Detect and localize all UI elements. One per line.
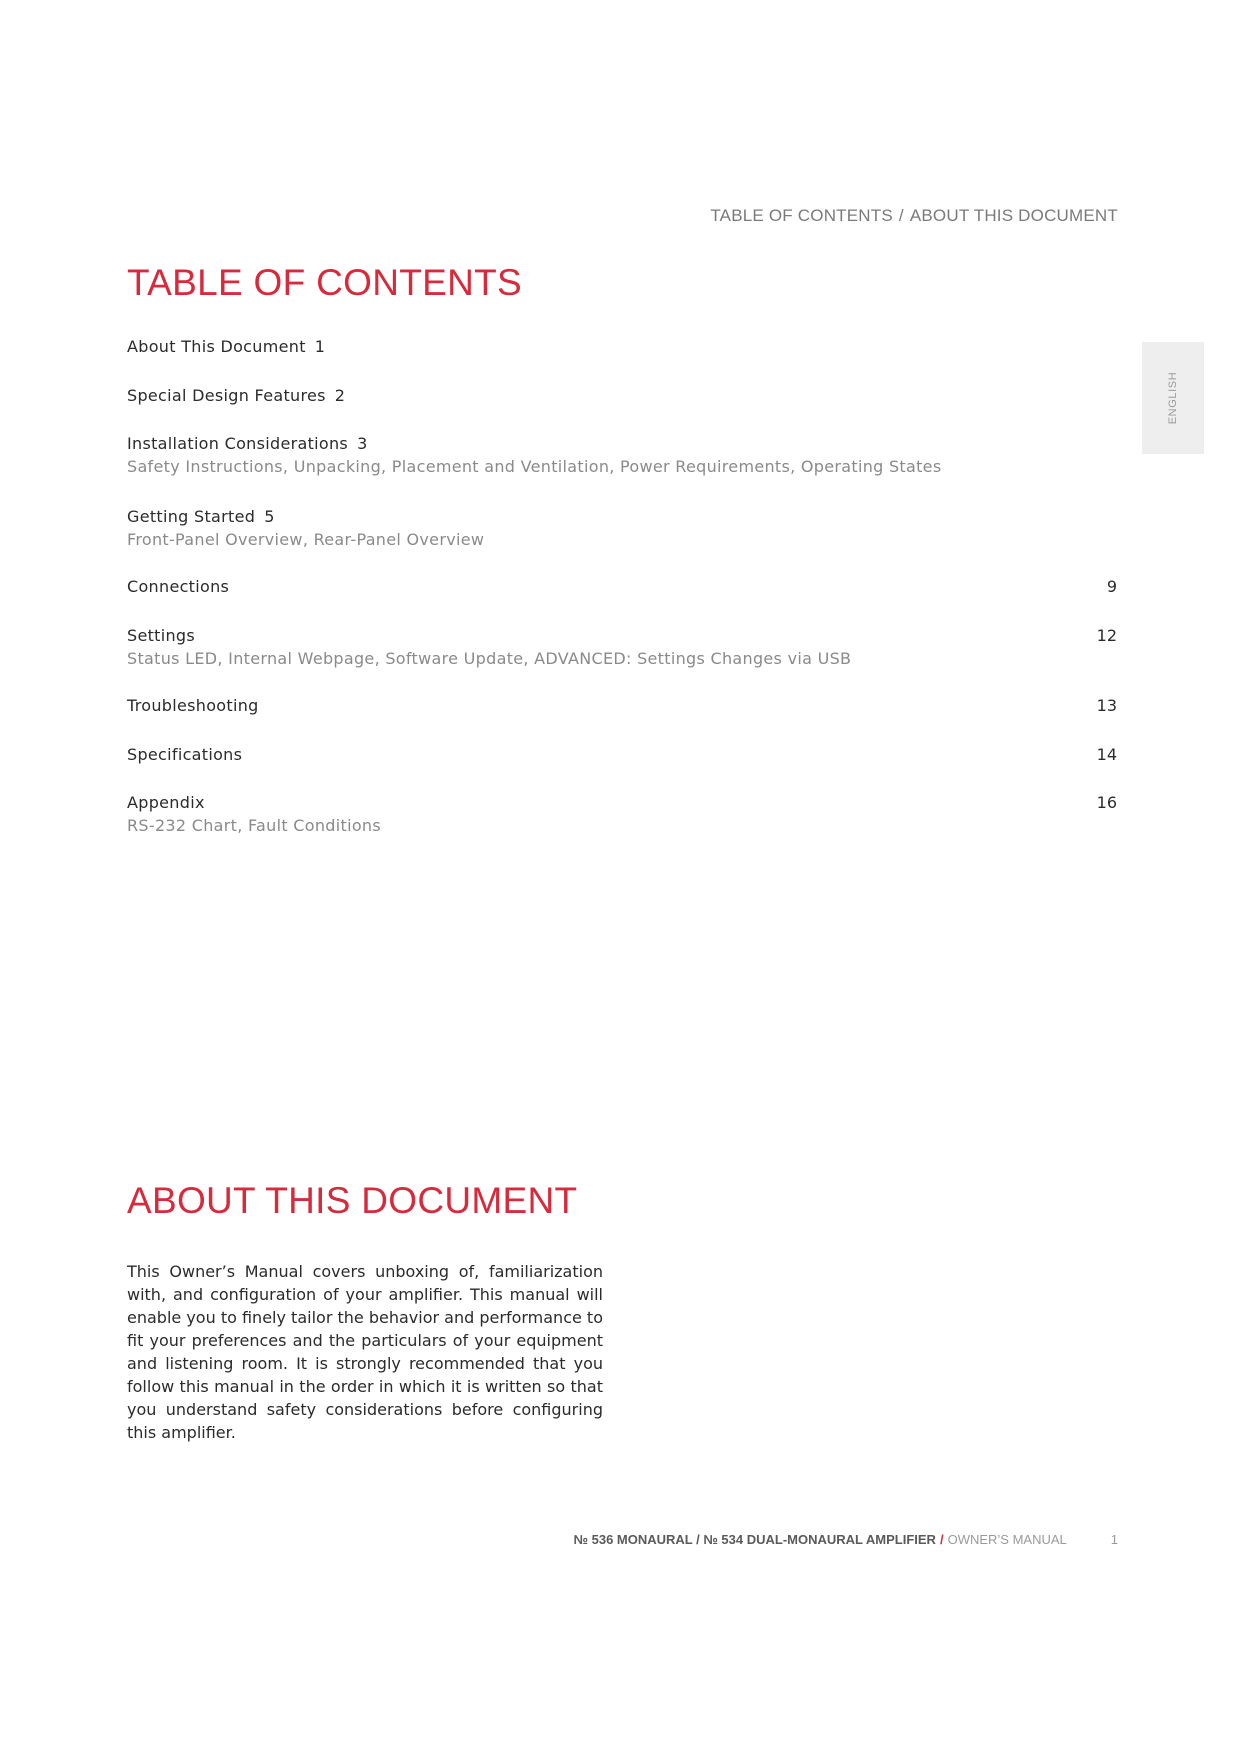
toc-title: TABLE OF CONTENTS — [127, 262, 523, 303]
page-number: 1 — [1110, 1532, 1118, 1547]
toc-entry-label: About This Document — [127, 337, 306, 356]
toc-entry-connections[interactable] — [127, 575, 1117, 598]
language-tab-label: ENGLISH — [1167, 371, 1179, 425]
footer-product: № 536 MONAURAL / № 534 DUAL-MONAURAL AMPLIFIER — [573, 1532, 936, 1547]
header-subsection: ABOUT THIS DOCUMENT — [909, 206, 1118, 225]
toc-entry-getting-started[interactable] — [127, 505, 1117, 551]
toc-entry-page: 1 — [314, 337, 325, 356]
toc-entry-subtopics: Safety Instructions, Unpacking, Placement and Ventilation, Power Requirements, Operating States — [127, 457, 942, 476]
toc-entry-page: 16 — [1096, 793, 1117, 812]
toc-entry-troubleshooting[interactable] — [127, 694, 1117, 717]
toc-entry-page: 13 — [1096, 696, 1117, 715]
footer — [574, 1532, 1119, 1547]
toc-entry-specifications[interactable] — [127, 743, 1117, 766]
header-section: TABLE OF CONTENTS — [710, 206, 893, 225]
about-title: ABOUT THIS DOCUMENT — [127, 1180, 578, 1221]
toc-entry-installation-considerations[interactable] — [127, 432, 1117, 478]
toc-entry-settings[interactable] — [127, 624, 1117, 670]
language-tab[interactable] — [1142, 342, 1204, 454]
running-header — [710, 206, 1118, 226]
toc-entry-label: Troubleshooting — [127, 696, 259, 715]
toc-entry-label: Installation Considerations — [127, 434, 349, 453]
toc-entry-page: 9 — [1106, 577, 1117, 596]
toc-entry-subtopics: Front-Panel Overview, Rear-Panel Overview — [127, 530, 485, 549]
toc-entry-label: Special Design Features — [127, 386, 326, 405]
about-body: This Owner’s Manual covers unboxing of, familiarization with, and configuration of your amplifier. This manual will enable you to finely tailor the behavior and performance to fit your preferences and the particulars of your equipment and listening room. It is strongly recommended that you follow this manual in the order in which it is written so that you understand safety considerations before configuring this amplifier. — [127, 1262, 603, 1442]
toc-entry-appendix[interactable] — [127, 791, 1117, 837]
toc-entry-about-this-document[interactable] — [127, 335, 1117, 358]
toc-entry-special-design-features[interactable] — [127, 384, 1117, 407]
toc-entry-page: 2 — [334, 386, 345, 405]
toc-entry-page: 5 — [264, 507, 275, 526]
toc-entry-label: Settings — [127, 626, 196, 645]
toc-entry-label: Getting Started — [127, 507, 256, 526]
toc-entry-label: Connections — [127, 577, 230, 596]
toc-entry-label: Specifications — [127, 745, 243, 764]
toc-entry-label: Appendix — [127, 793, 205, 812]
toc-entry-subtopics: RS-232 Chart, Fault Conditions — [127, 816, 381, 835]
toc-entry-page: 12 — [1096, 626, 1117, 645]
header-separator: / — [898, 206, 904, 225]
toc-entry-page: 14 — [1096, 745, 1117, 764]
toc-entry-page: 3 — [357, 434, 368, 453]
footer-document: OWNER’S MANUAL — [947, 1532, 1067, 1547]
toc-entry-subtopics: Status LED, Internal Webpage, Software Update, ADVANCED: Settings Changes via USB — [127, 649, 852, 668]
footer-separator: / — [939, 1532, 944, 1547]
